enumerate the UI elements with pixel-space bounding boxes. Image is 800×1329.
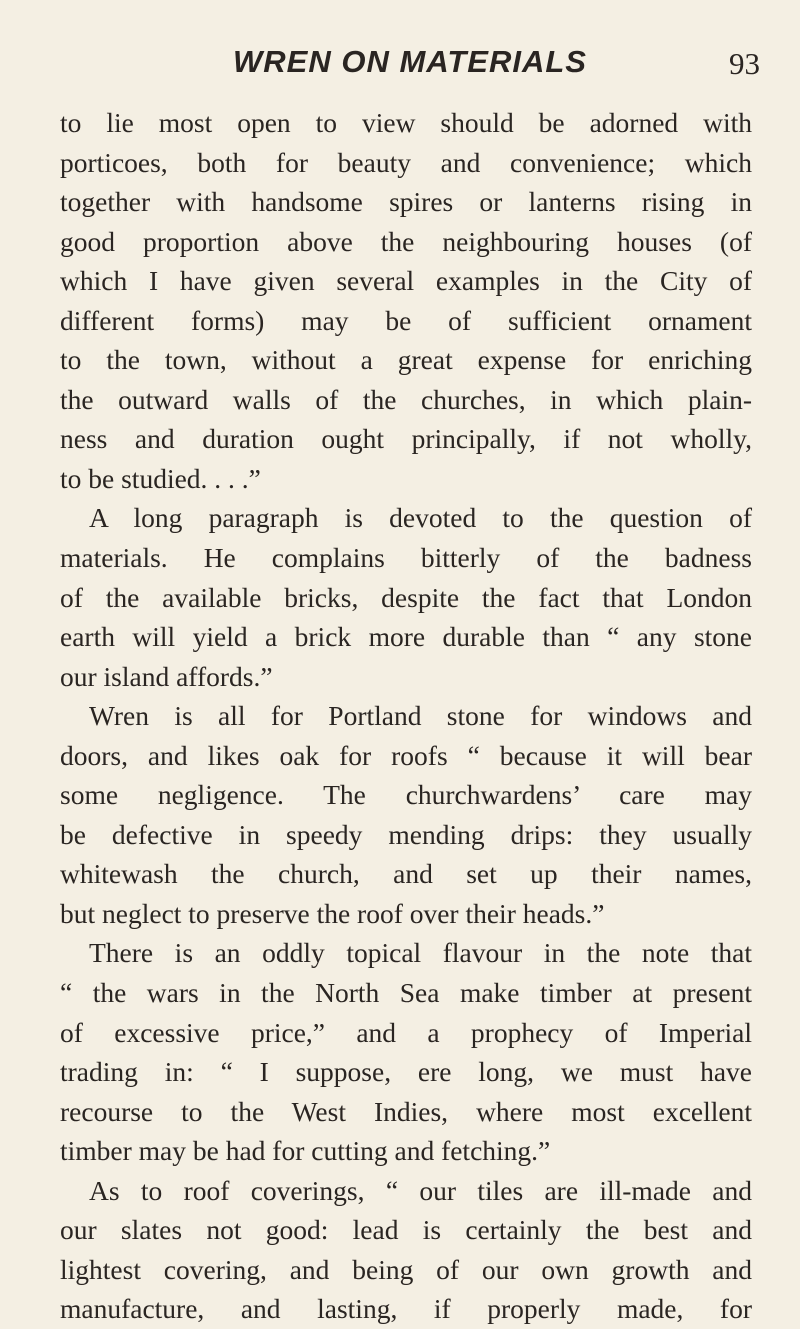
text-line: “ the wars in the North Sea make timber at present xyxy=(60,977,752,1009)
text-line: to be studied. . . .” xyxy=(60,462,261,494)
text-line: some negligence. The churchwardens’ care may xyxy=(60,779,752,811)
text-line: materials. He complains bitterly of the badness xyxy=(60,542,752,574)
text-line: be defective in speedy mending drips: they usually xyxy=(60,818,752,850)
text-line: porticoes, both for beauty and convenience; which xyxy=(60,146,752,178)
text-line: timber may be had for cutting and fetching.” xyxy=(60,1135,551,1167)
text-line: earth will yield a brick more durable than “ any stone xyxy=(60,621,752,653)
text-line: whitewash the church, and set up their names, xyxy=(60,858,752,890)
text-line: lightest covering, and being of our own growth and xyxy=(60,1253,752,1285)
text-line: to lie most open to view should be adorned with xyxy=(60,107,752,138)
text-line: A long paragraph is devoted to the question of xyxy=(89,502,752,534)
text-line: of excessive price,” and a prophecy of Imperial xyxy=(60,1016,752,1048)
body-text xyxy=(60,103,752,1329)
text-line: manufacture, and lasting, if properly made, for xyxy=(60,1293,752,1325)
text-line: our island affords.” xyxy=(60,660,273,692)
text-line: the outward walls of the churches, in which plain- xyxy=(60,383,752,415)
running-head xyxy=(60,44,760,94)
page-number: 93 xyxy=(729,46,760,81)
text-line: good proportion above the neighbouring houses (of xyxy=(60,225,752,257)
text-line: to the town, without a great expense for enriching xyxy=(60,344,752,376)
text-line: different forms) may be of sufficient ornament xyxy=(60,304,752,336)
text-line: together with handsome spires or lanterns rising in xyxy=(60,186,752,218)
text-line: As to roof coverings, “ our tiles are ill-made and xyxy=(89,1174,752,1206)
text-line: ness and duration ought principally, if not wholly, xyxy=(60,423,752,455)
text-line: our slates not good: lead is certainly the best and xyxy=(60,1214,752,1246)
text-line: which I have given several examples in the City of xyxy=(60,265,752,297)
running-title: WREN ON MATERIALS xyxy=(233,44,587,79)
text-line: There is an oddly topical flavour in the note that xyxy=(89,937,752,969)
text-line: doors, and likes oak for roofs “ because it will bear xyxy=(60,739,752,771)
text-line: of the available bricks, despite the fact that London xyxy=(60,581,752,613)
text-line: but neglect to preserve the roof over their heads.” xyxy=(60,897,605,929)
text-line: Wren is all for Portland stone for windows and xyxy=(89,700,752,732)
text-line: trading in: “ I suppose, ere long, we must have xyxy=(60,1056,752,1088)
text-line: recourse to the West Indies, where most excellent xyxy=(60,1095,752,1127)
